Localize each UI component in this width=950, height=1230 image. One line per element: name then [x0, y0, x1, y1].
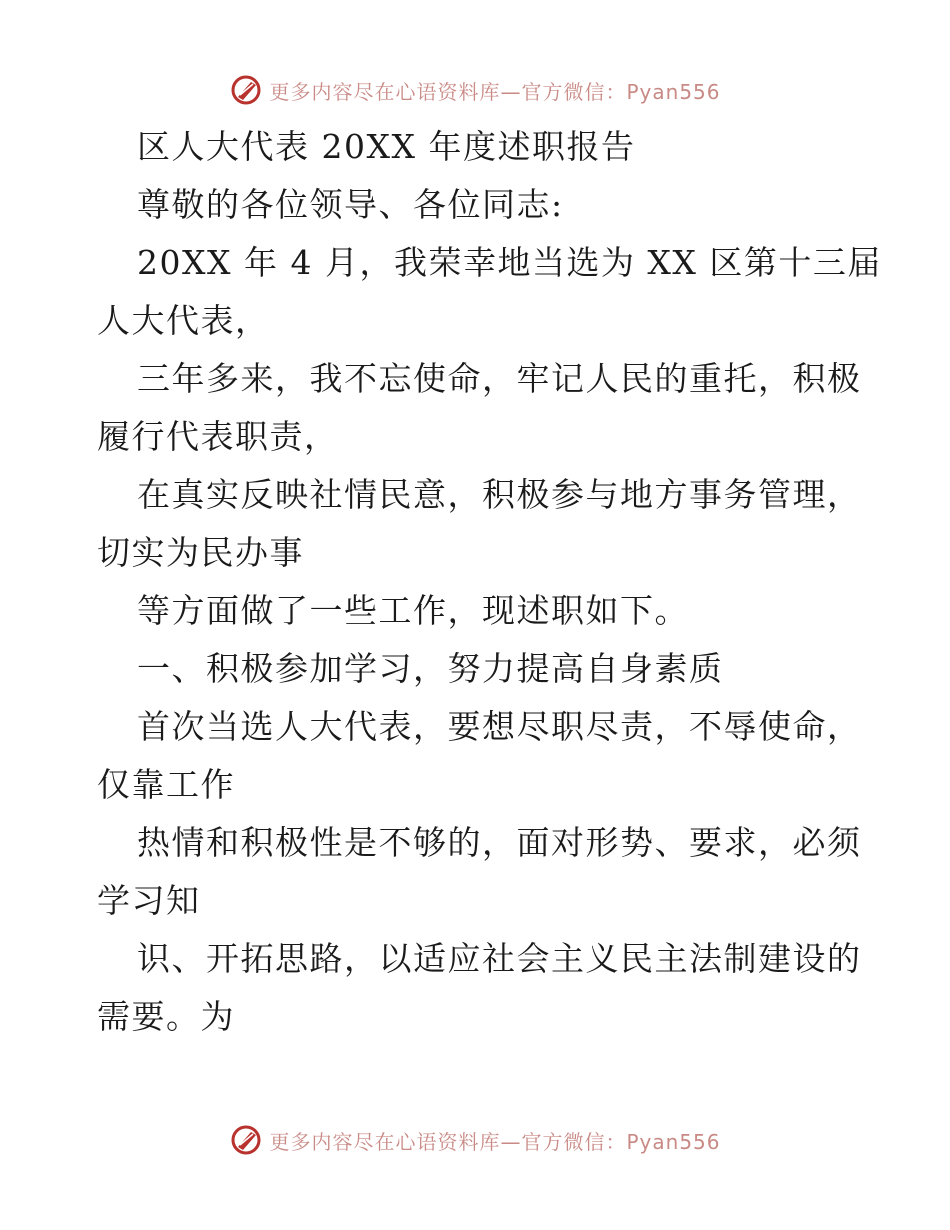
- document-line: 履行代表职责，: [97, 417, 339, 456]
- watermark-text: [269, 76, 720, 105]
- watermark-site: 更多内容尽在心语资料库: [269, 1129, 501, 1154]
- watermark-dash: —: [500, 79, 522, 104]
- watermark-wechat-label: 官方微信：: [521, 79, 627, 104]
- document-line: 识、开拓思路，以适应社会主义民主法制建设的: [137, 939, 862, 978]
- document-line: 人大代表，: [97, 301, 270, 340]
- document-line: 切实为民办事: [97, 533, 304, 572]
- watermark-text: [269, 1126, 720, 1155]
- header-watermark: [0, 70, 950, 110]
- document-line: 热情和积极性是不够的，面对形势、要求，必须: [137, 823, 862, 862]
- pen-nib-logo-icon: [229, 1123, 263, 1157]
- document-line: 等方面做了一些工作，现述职如下。: [137, 591, 689, 630]
- footer-watermark: [0, 1120, 950, 1160]
- document-line: 区人大代表 20XX 年度述职报告: [137, 127, 636, 166]
- watermark-wechat-id: Pyan556: [626, 79, 721, 104]
- document-line: 20XX 年 4 月，我荣幸地当选为 XX 区第十三届: [137, 243, 882, 282]
- document-line: 仅靠工作: [97, 765, 235, 804]
- document-line: 三年多来，我不忘使命，牢记人民的重托，积极: [137, 359, 862, 398]
- watermark-site: 更多内容尽在心语资料库: [269, 79, 501, 104]
- document-line: 需要。为: [97, 997, 235, 1036]
- document-line: 学习知: [97, 881, 201, 920]
- watermark-wechat-label: 官方微信：: [521, 1129, 627, 1154]
- watermark-wechat-id: Pyan556: [626, 1129, 721, 1154]
- watermark-dash: —: [500, 1129, 522, 1154]
- document-line: 一、积极参加学习，努力提高自身素质: [137, 649, 724, 688]
- pen-nib-logo-icon: [229, 73, 263, 107]
- document-line: 尊敬的各位领导、各位同志:: [137, 185, 564, 224]
- document-body: [97, 118, 882, 1046]
- document-line: 在真实反映社情民意，积极参与地方事务管理，: [137, 475, 862, 514]
- document-line: 首次当选人大代表，要想尽职尽责，不辱使命，: [137, 707, 862, 746]
